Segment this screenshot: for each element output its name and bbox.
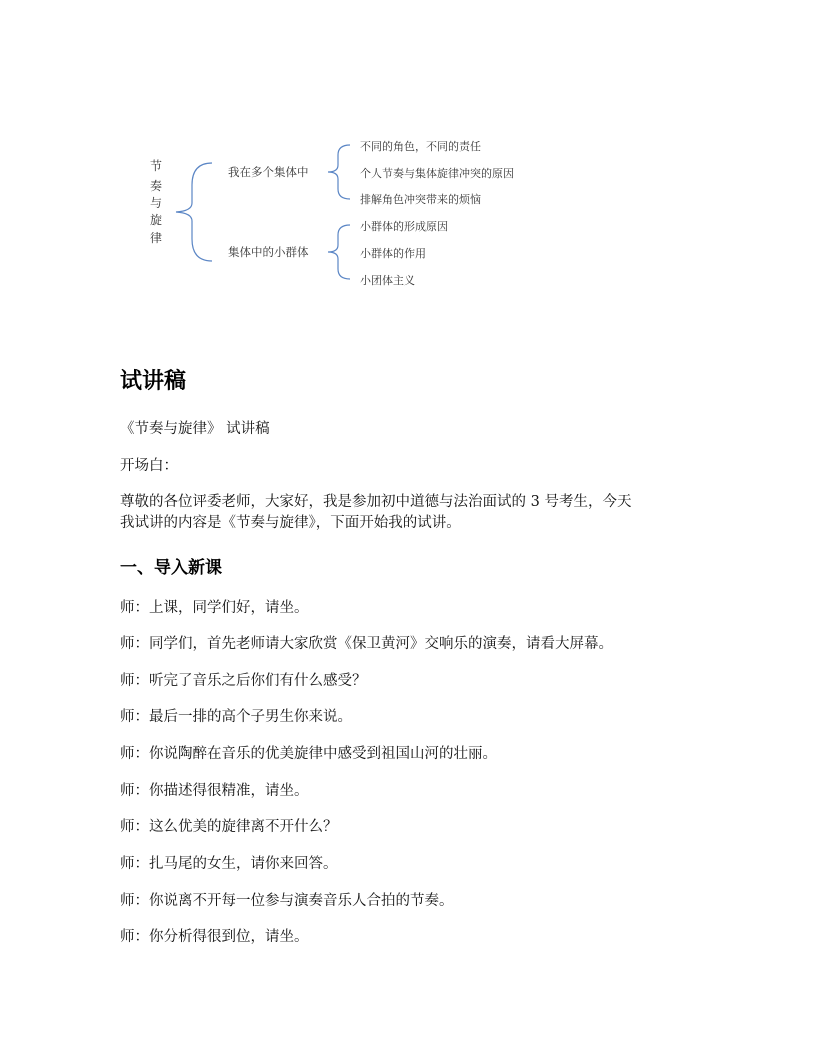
dialogue-line: 师：你描述得很精准，请坐。 xyxy=(120,783,309,799)
dialogue-line: 师：扎马尾的女生，请你来回答。 xyxy=(120,856,338,872)
leaf-label: 排解角色冲突带来的烦恼 xyxy=(360,193,481,206)
leaf-label: 个人节奏与集体旋律冲突的原因 xyxy=(360,167,514,180)
dialogue-line: 师：这么优美的旋律离不开什么？ xyxy=(120,819,338,835)
section-heading: 一、导入新课 xyxy=(120,558,222,578)
page-title: 试讲稿 xyxy=(120,369,187,394)
mind-map-diagram xyxy=(140,135,560,295)
mind-map-brackets xyxy=(140,135,560,295)
leaf-label: 小群体的作用 xyxy=(360,247,426,260)
dialogue-line: 师：上课，同学们好，请坐。 xyxy=(120,600,309,616)
dialogue-line: 师：你分析得很到位，请坐。 xyxy=(120,929,309,945)
dialogue-line: 师：听完了音乐之后你们有什么感受？ xyxy=(120,673,367,689)
main-brace xyxy=(176,163,212,261)
root-char: 律 xyxy=(150,231,163,245)
dialogue-line: 师：同学们，首先老师请大家欣赏《保卫黄河》交响乐的演奏，请看大屏幕。 xyxy=(120,636,613,652)
upper-brace xyxy=(328,145,350,199)
dialogue-line: 师：你说离不开每一位参与演奏音乐人合拍的节奏。 xyxy=(120,893,454,909)
opening-paragraph-line: 尊敬的各位评委老师，大家好，我是参加初中道德与法治面试的 3 号考生，今天 xyxy=(120,494,632,510)
root-char: 与 xyxy=(150,196,163,210)
leaf-label: 小团体主义 xyxy=(360,274,415,287)
document-subtitle: 《节奏与旋律》 试讲稿 xyxy=(120,421,270,437)
leaf-label: 小群体的形成原因 xyxy=(360,220,448,233)
opening-label: 开场白： xyxy=(120,458,178,474)
root-char: 奏 xyxy=(150,179,163,193)
dialogue-line: 师：最后一排的高个子男生你来说。 xyxy=(120,709,352,725)
lower-brace xyxy=(328,225,350,279)
dialogue-line: 师：你说陶醉在音乐的优美旋律中感受到祖国山河的壮丽。 xyxy=(120,746,497,762)
root-char: 旋 xyxy=(150,213,163,227)
root-char: 节 xyxy=(150,159,163,173)
branch-label-1: 我在多个集体中 xyxy=(228,165,309,179)
opening-paragraph-line: 我试讲的内容是《节奏与旋律》，下面开始我的试讲。 xyxy=(120,515,461,531)
leaf-label: 不同的角色，不同的责任 xyxy=(360,140,481,153)
branch-label-2: 集体中的小群体 xyxy=(228,245,309,259)
